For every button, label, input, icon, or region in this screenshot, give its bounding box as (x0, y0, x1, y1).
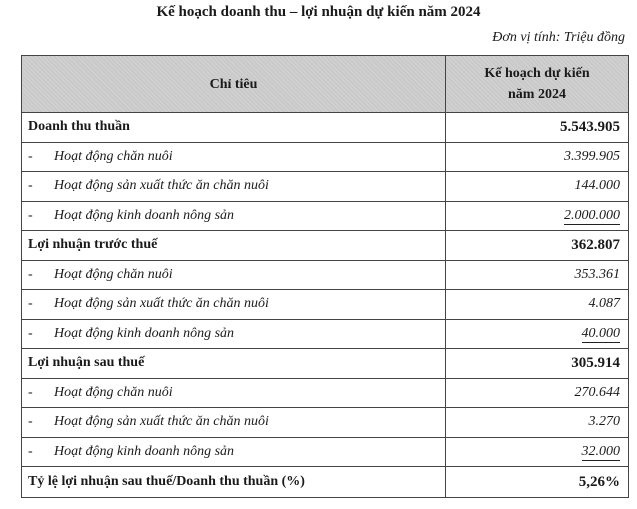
row-label-text: Hoạt động sản xuất thức ăn chăn nuôi (54, 178, 269, 194)
row-label (22, 319, 446, 349)
row-label (22, 260, 446, 290)
row-value: 362.807 (446, 231, 629, 261)
row-label (22, 142, 446, 172)
table-row (22, 319, 629, 349)
unit-note: Đơn vị tính: Triệu đồng (492, 30, 625, 45)
header-indicator: Chỉ tiêu (22, 56, 446, 113)
dash-marker: - (28, 325, 33, 341)
row-label (22, 378, 446, 408)
row-label-text: Hoạt động sản xuất thức ăn chăn nuôi (54, 414, 269, 430)
header-plan-2024 (446, 56, 629, 113)
header-row (22, 56, 629, 113)
row-value: 353.361 (446, 260, 629, 290)
table-row (22, 408, 629, 438)
row-label (22, 437, 446, 467)
row-label-text: Hoạt động chăn nuôi (54, 266, 173, 282)
row-value: 5.543.905 (446, 113, 629, 143)
table-row (22, 378, 629, 408)
row-label-text: Hoạt động kinh doanh nông sản (54, 443, 235, 459)
row-value-text: 2.000.000 (564, 207, 620, 223)
row-label (22, 172, 446, 202)
revenue-profit-table (21, 55, 629, 498)
header-plan-line1: Kế hoạch dự kiến (484, 66, 590, 81)
dash-marker: - (28, 384, 33, 400)
row-label-text: Hoạt động kinh doanh nông sản (54, 207, 235, 223)
row-label: Doanh thu thuần (22, 113, 446, 143)
table-row (22, 201, 629, 231)
table-row (22, 349, 629, 379)
dash-marker: - (28, 443, 33, 459)
header-plan-line2: năm 2024 (508, 87, 566, 102)
row-label: Lợi nhuận sau thuế (22, 349, 446, 379)
row-label (22, 201, 446, 231)
row-label-text: Hoạt động kinh doanh nông sản (54, 325, 235, 341)
row-value: 144.000 (446, 172, 629, 202)
row-value (446, 201, 629, 231)
row-label-text: Hoạt động chăn nuôi (54, 148, 173, 164)
dash-marker: - (28, 414, 33, 430)
table-row (22, 437, 629, 467)
table-row (22, 172, 629, 202)
row-value: 270.644 (446, 378, 629, 408)
row-value: 5,26% (446, 467, 629, 498)
table-row (22, 142, 629, 172)
table-row (22, 467, 629, 498)
row-label-text: Hoạt động sản xuất thức ăn chăn nuôi (54, 296, 269, 312)
table-row (22, 113, 629, 143)
dash-marker: - (28, 148, 33, 164)
row-label (22, 290, 446, 320)
row-value: 3.270 (446, 408, 629, 438)
row-label-text: Hoạt động chăn nuôi (54, 384, 173, 400)
dash-marker: - (28, 266, 33, 282)
dash-marker: - (28, 296, 33, 312)
dash-marker: - (28, 178, 33, 194)
table-row (22, 290, 629, 320)
row-value-text: 40.000 (581, 325, 620, 341)
row-value: 4.087 (446, 290, 629, 320)
table-title: Kế hoạch doanh thu – lợi nhuận dự kiến năm 2024 (156, 4, 481, 20)
table-row (22, 231, 629, 261)
row-label (22, 408, 446, 438)
row-value: 3.399.905 (446, 142, 629, 172)
dash-marker: - (28, 207, 33, 223)
row-value (446, 437, 629, 467)
row-label: Lợi nhuận trước thuế (22, 231, 446, 261)
row-value-text: 32.000 (581, 443, 620, 459)
row-value (446, 319, 629, 349)
row-label: Tỷ lệ lợi nhuận sau thuế/Doanh thu thuần (%) (22, 467, 446, 498)
table-row (22, 260, 629, 290)
row-value: 305.914 (446, 349, 629, 379)
